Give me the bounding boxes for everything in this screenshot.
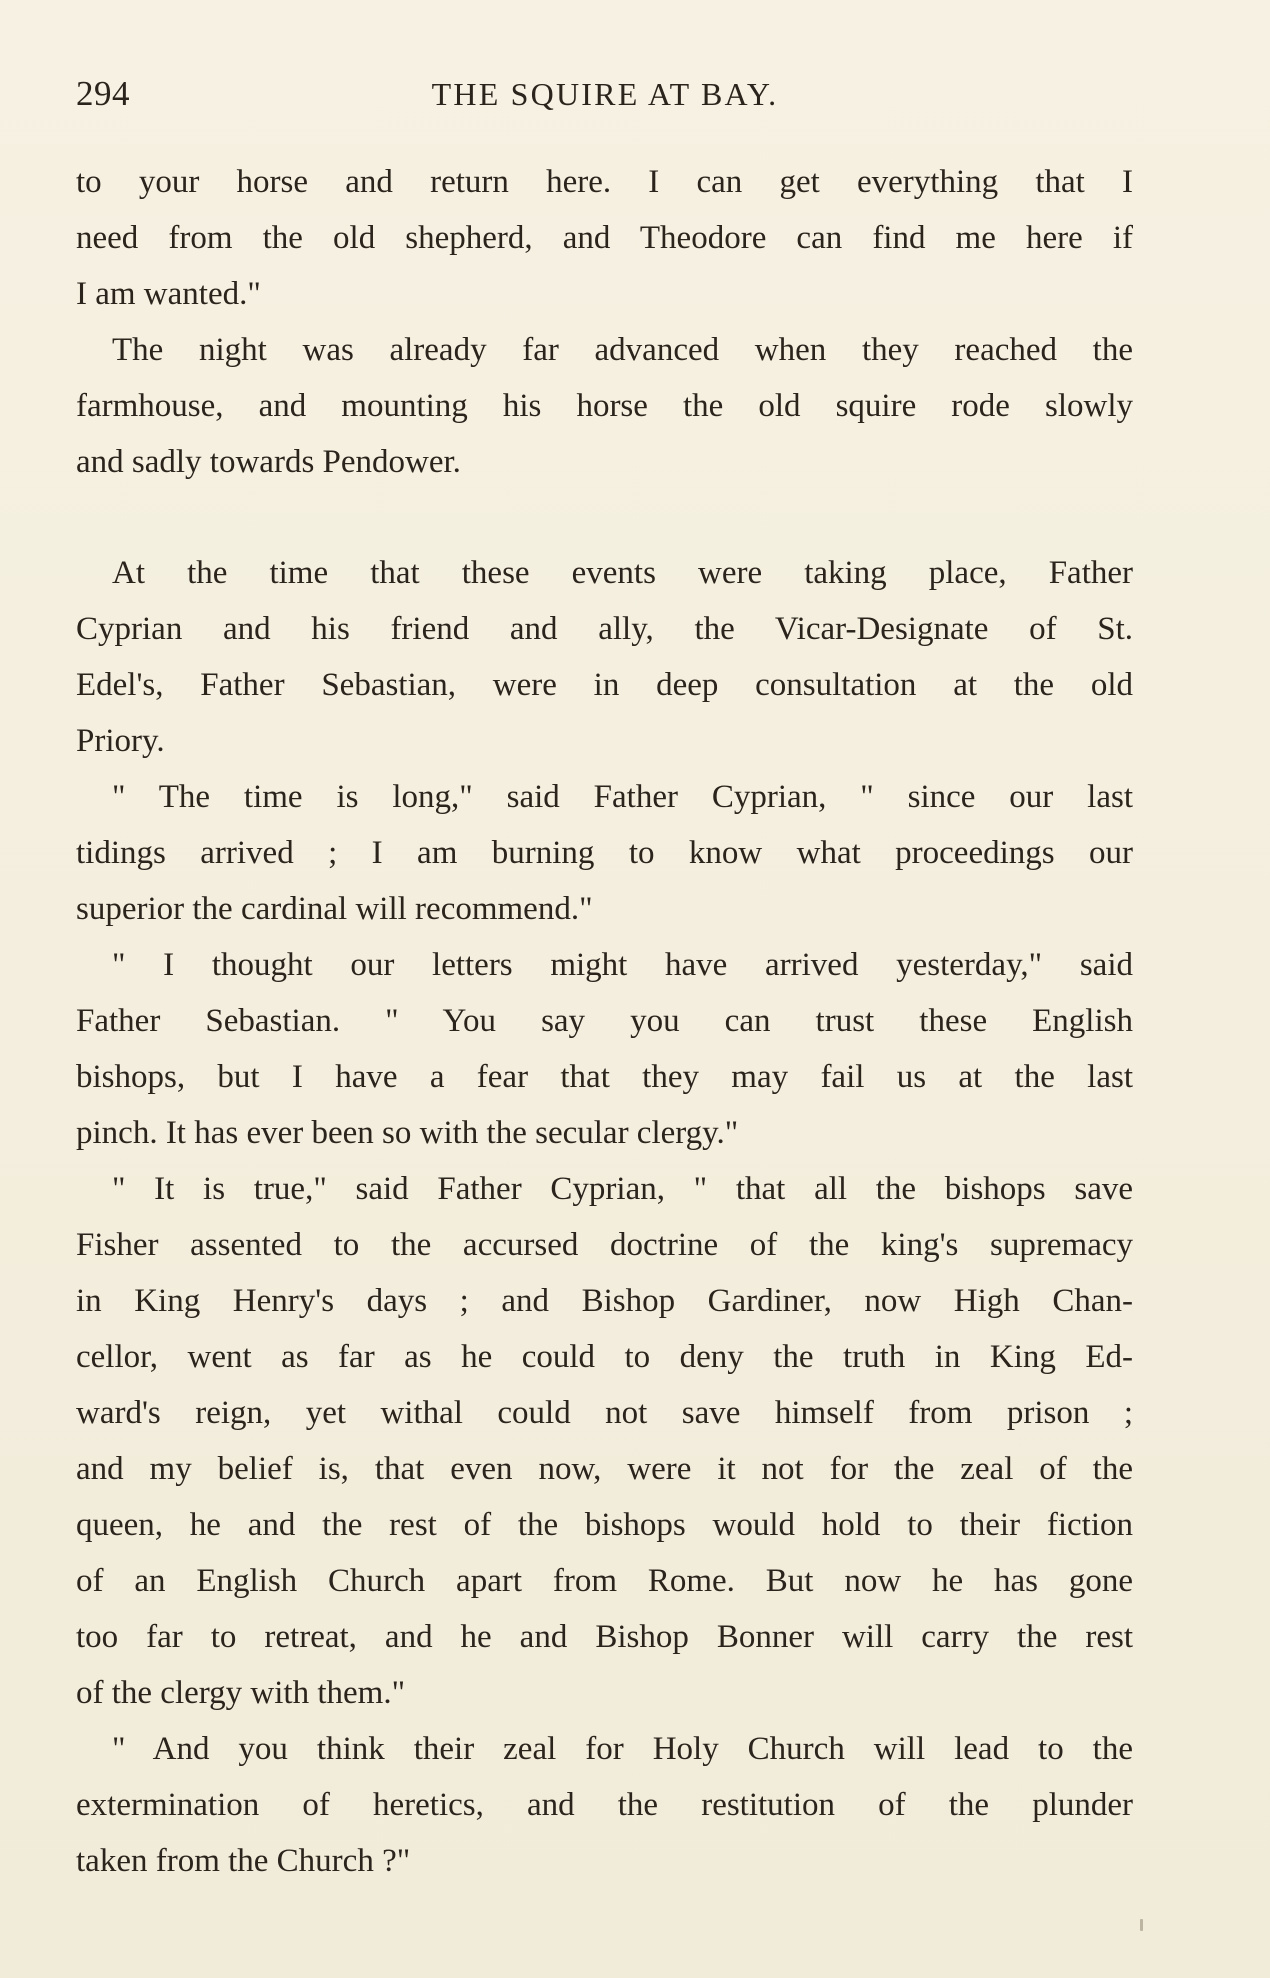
text-line: to your horse and return here. I can get everything that I — [76, 164, 1133, 200]
text-line: superior the cardinal will recommend." — [76, 891, 593, 927]
section-break — [76, 490, 1133, 545]
text-line: The night was already far advanced when they reached the — [112, 332, 1133, 368]
text-line: too far to retreat, and he and Bishop Bonner will carry the rest — [76, 1619, 1133, 1655]
text-line: I am wanted." — [76, 276, 261, 312]
body-text — [76, 154, 1133, 1889]
text-line: extermination of heretics, and the restitution of the plunder — [76, 1787, 1133, 1823]
text-line: cellor, went as far as he could to deny the truth in King Ed- — [76, 1339, 1133, 1375]
text-line: " The time is long," said Father Cyprian, " since our last — [112, 779, 1133, 815]
text-line: Priory. — [76, 723, 165, 759]
text-line: ward's reign, yet withal could not save himself from prison ; — [76, 1395, 1133, 1431]
text-line: pinch. It has ever been so with the secular clergy." — [76, 1115, 739, 1151]
text-line: and sadly towards Pendower. — [76, 444, 461, 480]
text-line: farmhouse, and mounting his horse the old squire rode slowly — [76, 388, 1133, 424]
text-line: bishops, but I have a fear that they may fail us at the last — [76, 1059, 1133, 1095]
text-line: " And you think their zeal for Holy Church will lead to the — [112, 1731, 1133, 1767]
page-number: 294 — [76, 74, 130, 113]
text-line: Fisher assented to the accursed doctrine of the king's supremacy — [76, 1227, 1133, 1263]
running-head: THE SQUIRE AT BAY. — [431, 76, 779, 112]
text-line: of an English Church apart from Rome. But now he has gone — [76, 1563, 1133, 1599]
text-line: At the time that these events were taking place, Father — [112, 555, 1133, 591]
text-line: of the clergy with them." — [76, 1675, 406, 1711]
paper-speck — [1140, 1919, 1143, 1931]
text-line: Cyprian and his friend and ally, the Vicar-Designate of St. — [76, 611, 1133, 647]
text-line: need from the old shepherd, and Theodore can find me here if — [76, 220, 1133, 256]
text-line: and my belief is, that even now, were it not for the zeal of the — [76, 1451, 1133, 1487]
text-line: Father Sebastian. " You say you can trust these English — [76, 1003, 1133, 1039]
text-line: taken from the Church ?" — [76, 1843, 411, 1879]
text-line: queen, he and the rest of the bishops would hold to their fiction — [76, 1507, 1133, 1543]
page-header — [76, 74, 1134, 114]
text-line: Edel's, Father Sebastian, were in deep consultation at the old — [76, 667, 1133, 703]
text-line: tidings arrived ; I am burning to know what proceedings our — [76, 835, 1133, 871]
text-line: " It is true," said Father Cyprian, " that all the bishops save — [112, 1171, 1133, 1207]
text-line: in King Henry's days ; and Bishop Gardiner, now High Chan- — [76, 1283, 1133, 1319]
text-line: " I thought our letters might have arrived yesterday," said — [112, 947, 1133, 983]
